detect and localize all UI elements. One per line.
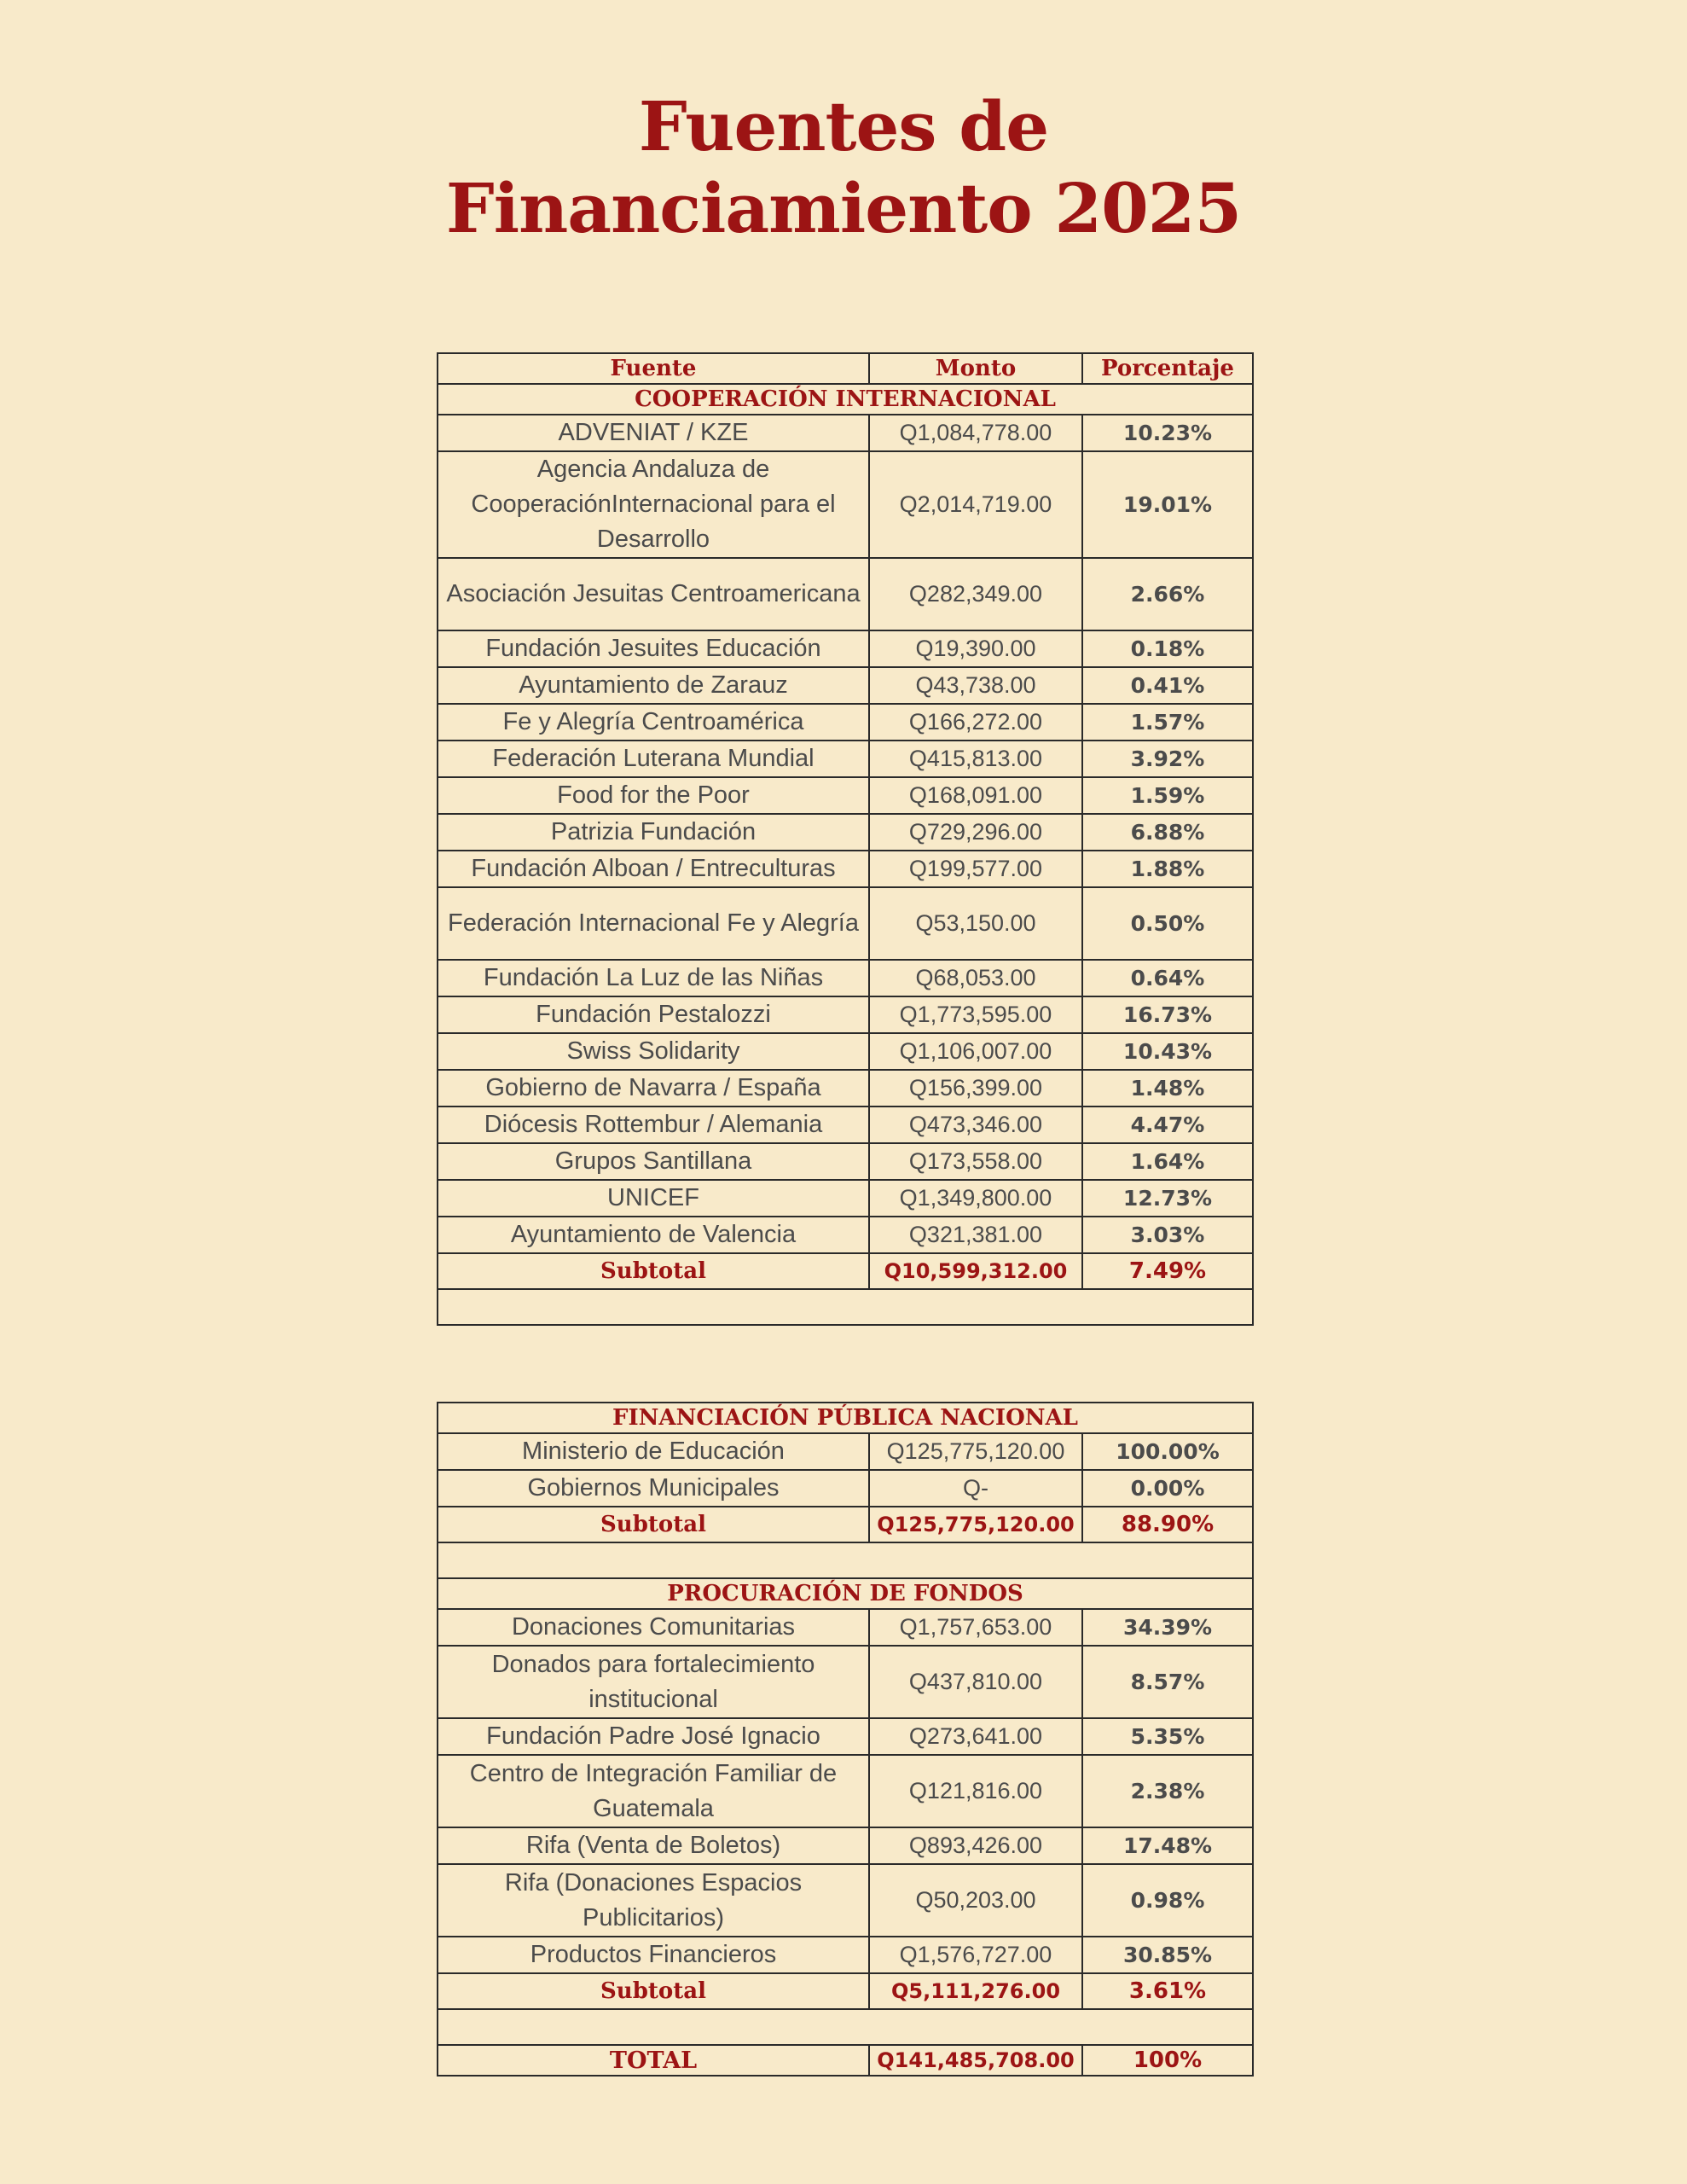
subtotal-row-label: Subtotal bbox=[438, 1253, 869, 1289]
porcentaje-cell: 4.47% bbox=[1082, 1107, 1253, 1143]
porcentaje-cell: 30.85% bbox=[1082, 1937, 1253, 1973]
table-row bbox=[438, 1755, 1253, 1827]
porcentaje-cell: 6.88% bbox=[1082, 814, 1253, 851]
table-row bbox=[438, 1937, 1253, 1973]
fuente-cell: Grupos Santillana bbox=[438, 1143, 869, 1180]
subtotal-row-monto: Q10,599,312.00 bbox=[869, 1253, 1082, 1289]
monto-cell: Q437,810.00 bbox=[869, 1646, 1082, 1718]
porcentaje-cell: 2.38% bbox=[1082, 1755, 1253, 1827]
porcentaje-cell: 5.35% bbox=[1082, 1718, 1253, 1755]
fuente-cell: Productos Financieros bbox=[438, 1937, 869, 1973]
section-row bbox=[438, 1578, 1253, 1609]
fuente-cell: Fundación Jesuites Educación bbox=[438, 630, 869, 667]
subtotal-row-porcentaje: 3.61% bbox=[1082, 1973, 1253, 2009]
fuente-cell: ADVENIAT / KZE bbox=[438, 415, 869, 451]
porcentaje-cell: 1.64% bbox=[1082, 1143, 1253, 1180]
table-row bbox=[438, 814, 1253, 851]
table-row bbox=[438, 1033, 1253, 1070]
monto-cell: Q121,816.00 bbox=[869, 1755, 1082, 1827]
monto-cell: Q43,738.00 bbox=[869, 667, 1082, 704]
total-row-porcentaje: 100% bbox=[1082, 2045, 1253, 2076]
porcentaje-cell: 34.39% bbox=[1082, 1609, 1253, 1646]
subtotal-row bbox=[438, 1507, 1253, 1542]
fuente-cell: Fe y Alegría Centroamérica bbox=[438, 704, 869, 741]
porcentaje-cell: 2.66% bbox=[1082, 558, 1253, 630]
table-row bbox=[438, 1433, 1253, 1470]
monto-cell: Q1,576,727.00 bbox=[869, 1937, 1082, 1973]
fuente-cell: Ayuntamiento de Zarauz bbox=[438, 667, 869, 704]
nacional-table bbox=[437, 1402, 1254, 2077]
table-row bbox=[438, 667, 1253, 704]
monto-cell: Q68,053.00 bbox=[869, 960, 1082, 996]
subtotal-row-porcentaje: 7.49% bbox=[1082, 1253, 1253, 1289]
monto-cell: Q1,349,800.00 bbox=[869, 1180, 1082, 1217]
table-row bbox=[438, 741, 1253, 777]
header-porcentaje: Porcentaje bbox=[1082, 353, 1253, 384]
fuente-cell: Gobiernos Municipales bbox=[438, 1470, 869, 1507]
porcentaje-cell: 1.48% bbox=[1082, 1070, 1253, 1107]
table-row bbox=[438, 1718, 1253, 1755]
blank-row bbox=[438, 2009, 1253, 2045]
header-row bbox=[438, 353, 1253, 384]
fuente-cell: Gobierno de Navarra / España bbox=[438, 1070, 869, 1107]
table-row bbox=[438, 960, 1253, 996]
monto-cell: Q1,106,007.00 bbox=[869, 1033, 1082, 1070]
fuente-cell: Diócesis Rottembur / Alemania bbox=[438, 1107, 869, 1143]
title-line-1: Fuentes de bbox=[638, 86, 1049, 166]
total-row-label: TOTAL bbox=[438, 2045, 869, 2076]
table-row bbox=[438, 1143, 1253, 1180]
fuente-cell: Swiss Solidarity bbox=[438, 1033, 869, 1070]
fuente-cell: Donados para fortalecimiento institucional bbox=[438, 1646, 869, 1718]
section-title-publica: FINANCIACIÓN PÚBLICA NACIONAL bbox=[438, 1403, 1253, 1433]
monto-cell: Q729,296.00 bbox=[869, 814, 1082, 851]
porcentaje-cell: 3.92% bbox=[1082, 741, 1253, 777]
table-row bbox=[438, 887, 1253, 960]
table-row bbox=[438, 558, 1253, 630]
monto-cell: Q125,775,120.00 bbox=[869, 1433, 1082, 1470]
porcentaje-cell: 0.98% bbox=[1082, 1864, 1253, 1937]
porcentaje-cell: 0.41% bbox=[1082, 667, 1253, 704]
monto-cell: Q168,091.00 bbox=[869, 777, 1082, 814]
porcentaje-cell: 19.01% bbox=[1082, 451, 1253, 558]
monto-cell: Q53,150.00 bbox=[869, 887, 1082, 960]
fuente-cell: UNICEF bbox=[438, 1180, 869, 1217]
total-row bbox=[438, 2045, 1253, 2076]
monto-cell: Q156,399.00 bbox=[869, 1070, 1082, 1107]
table-row bbox=[438, 1864, 1253, 1937]
subtotal-row-porcentaje: 88.90% bbox=[1082, 1507, 1253, 1542]
monto-cell: Q50,203.00 bbox=[869, 1864, 1082, 1937]
cooperacion-table bbox=[437, 352, 1254, 1326]
page-title bbox=[0, 85, 1687, 249]
table-row bbox=[438, 415, 1253, 451]
fuente-cell: Patrizia Fundación bbox=[438, 814, 869, 851]
fuente-cell: Asociación Jesuitas Centroamericana bbox=[438, 558, 869, 630]
table-row bbox=[438, 1217, 1253, 1253]
porcentaje-cell: 1.57% bbox=[1082, 704, 1253, 741]
table-row bbox=[438, 1107, 1253, 1143]
porcentaje-cell: 10.43% bbox=[1082, 1033, 1253, 1070]
porcentaje-cell: 0.18% bbox=[1082, 630, 1253, 667]
fuente-cell: Fundación Padre José Ignacio bbox=[438, 1718, 869, 1755]
fuente-cell: Fundación Alboan / Entreculturas bbox=[438, 851, 869, 887]
subtotal-row-label: Subtotal bbox=[438, 1973, 869, 2009]
porcentaje-cell: 1.59% bbox=[1082, 777, 1253, 814]
header-fuente: Fuente bbox=[438, 353, 869, 384]
subtotal-row-label: Subtotal bbox=[438, 1507, 869, 1542]
monto-cell: Q1,084,778.00 bbox=[869, 415, 1082, 451]
fuente-cell: Ayuntamiento de Valencia bbox=[438, 1217, 869, 1253]
table-row bbox=[438, 1646, 1253, 1718]
porcentaje-cell: 3.03% bbox=[1082, 1217, 1253, 1253]
monto-cell: Q2,014,719.00 bbox=[869, 451, 1082, 558]
monto-cell: Q173,558.00 bbox=[869, 1143, 1082, 1180]
fuente-cell: Donaciones Comunitarias bbox=[438, 1609, 869, 1646]
porcentaje-cell: 1.88% bbox=[1082, 851, 1253, 887]
fuente-cell: Ministerio de Educación bbox=[438, 1433, 869, 1470]
porcentaje-cell: 10.23% bbox=[1082, 415, 1253, 451]
monto-cell: Q415,813.00 bbox=[869, 741, 1082, 777]
section-title-procuracion: PROCURACIÓN DE FONDOS bbox=[438, 1578, 1253, 1609]
fuente-cell: Federación Luterana Mundial bbox=[438, 741, 869, 777]
subtotal-row-monto: Q5,111,276.00 bbox=[869, 1973, 1082, 2009]
monto-cell: Q1,757,653.00 bbox=[869, 1609, 1082, 1646]
monto-cell: Q282,349.00 bbox=[869, 558, 1082, 630]
section-row bbox=[438, 384, 1253, 415]
fuente-cell: Centro de Integración Familiar de Guatemala bbox=[438, 1755, 869, 1827]
monto-cell: Q273,641.00 bbox=[869, 1718, 1082, 1755]
table-row bbox=[438, 630, 1253, 667]
porcentaje-cell: 12.73% bbox=[1082, 1180, 1253, 1217]
subtotal-row bbox=[438, 1973, 1253, 2009]
table-row bbox=[438, 1827, 1253, 1864]
table-row bbox=[438, 777, 1253, 814]
blank-cell bbox=[438, 2009, 1253, 2045]
table-row bbox=[438, 851, 1253, 887]
fuente-cell: Rifa (Donaciones Espacios Publicitarios) bbox=[438, 1864, 869, 1937]
fuente-cell: Fundación Pestalozzi bbox=[438, 996, 869, 1033]
monto-cell: Q199,577.00 bbox=[869, 851, 1082, 887]
table-row bbox=[438, 1470, 1253, 1507]
total-row-monto: Q141,485,708.00 bbox=[869, 2045, 1082, 2076]
fuente-cell: Rifa (Venta de Boletos) bbox=[438, 1827, 869, 1864]
blank-row bbox=[438, 1542, 1253, 1578]
monto-cell: Q473,346.00 bbox=[869, 1107, 1082, 1143]
porcentaje-cell: 0.64% bbox=[1082, 960, 1253, 996]
table-row bbox=[438, 1180, 1253, 1217]
table-row bbox=[438, 996, 1253, 1033]
blank-row bbox=[438, 1289, 1253, 1325]
porcentaje-cell: 0.00% bbox=[1082, 1470, 1253, 1507]
section-title-cooperacion: COOPERACIÓN INTERNACIONAL bbox=[438, 384, 1253, 415]
porcentaje-cell: 8.57% bbox=[1082, 1646, 1253, 1718]
fuente-cell: Food for the Poor bbox=[438, 777, 869, 814]
blank-cell bbox=[438, 1289, 1253, 1325]
monto-cell: Q1,773,595.00 bbox=[869, 996, 1082, 1033]
monto-cell: Q19,390.00 bbox=[869, 630, 1082, 667]
table-row bbox=[438, 451, 1253, 558]
subtotal-row bbox=[438, 1253, 1253, 1289]
monto-cell: Q166,272.00 bbox=[869, 704, 1082, 741]
table-row bbox=[438, 704, 1253, 741]
porcentaje-cell: 16.73% bbox=[1082, 996, 1253, 1033]
porcentaje-cell: 17.48% bbox=[1082, 1827, 1253, 1864]
blank-cell bbox=[438, 1542, 1253, 1578]
monto-cell: Q- bbox=[869, 1470, 1082, 1507]
monto-cell: Q321,381.00 bbox=[869, 1217, 1082, 1253]
porcentaje-cell: 100.00% bbox=[1082, 1433, 1253, 1470]
table-row bbox=[438, 1609, 1253, 1646]
fuente-cell: Federación Internacional Fe y Alegría bbox=[438, 887, 869, 960]
monto-cell: Q893,426.00 bbox=[869, 1827, 1082, 1864]
section-row bbox=[438, 1403, 1253, 1433]
porcentaje-cell: 0.50% bbox=[1082, 887, 1253, 960]
subtotal-row-monto: Q125,775,120.00 bbox=[869, 1507, 1082, 1542]
title-line-2: Financiamiento 2025 bbox=[445, 168, 1242, 248]
table-row bbox=[438, 1070, 1253, 1107]
header-monto: Monto bbox=[869, 353, 1082, 384]
fuente-cell: Agencia Andaluza de CooperaciónInternacional para el Desarrollo bbox=[438, 451, 869, 558]
fuente-cell: Fundación La Luz de las Niñas bbox=[438, 960, 869, 996]
